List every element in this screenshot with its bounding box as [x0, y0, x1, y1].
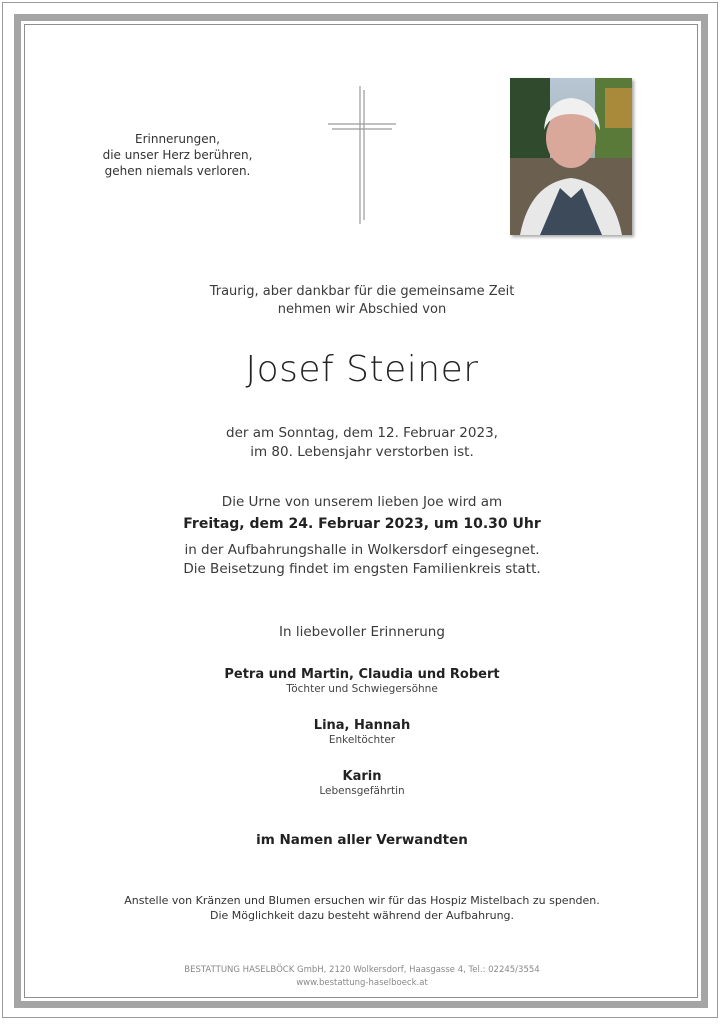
footer: [0, 964, 724, 990]
deceased-name: Josef Steiner: [245, 349, 479, 390]
relatives-text: im Namen aller Verwandten: [256, 832, 468, 848]
cross-icon: [326, 84, 398, 226]
family-entry: [0, 768, 724, 798]
family-entry: [0, 666, 724, 696]
family-entry: [0, 717, 724, 747]
family-relation: Lebensgefährtin: [319, 785, 405, 797]
intro-line: Traurig, aber dankbar für die gemeinsame Zeit: [209, 284, 515, 299]
intro-text: [0, 283, 724, 319]
footer-website[interactable]: www.bestattung-haselboeck.at: [296, 978, 428, 988]
family-names: Petra und Martin, Claudia und Robert: [224, 667, 500, 682]
family-relation: Töchter und Schwiegersöhne: [286, 683, 438, 695]
death-line: der am Sonntag, dem 12. Februar 2023,: [226, 425, 498, 441]
poem-line: gehen niemals verloren.: [104, 164, 251, 178]
poem-line: die unser Herz berühren,: [102, 148, 253, 162]
ceremony-line: Die Beisetzung findet im engsten Familienkreis statt.: [183, 560, 541, 577]
ceremony-intro: Die Urne von unserem lieben Joe wird am: [221, 494, 503, 510]
ceremony-date: Freitag, dem 24. Februar 2023, um 10.30 Uhr: [183, 516, 541, 532]
memory-text: In liebevoller Erinnerung: [279, 624, 445, 640]
ceremony-place: [0, 541, 724, 578]
donation-line: Anstelle von Kränzen und Blumen ersuchen wir für das Hospiz Mistelbach zu spenden.: [124, 894, 600, 907]
portrait-image: [510, 78, 632, 235]
family-names: Karin: [342, 769, 382, 784]
family-relation: Enkeltöchter: [328, 734, 396, 746]
poem: [90, 131, 265, 179]
intro-line: nehmen wir Abschied von: [277, 302, 447, 317]
ceremony-line: in der Aufbahrungshalle in Wolkersdorf eingesegnet.: [184, 542, 540, 558]
donation-note: [0, 893, 724, 923]
footer-company: BESTATTUNG HASELBÖCK GmbH, 2120 Wolkersdorf, Haasgasse 4, Tel.: 02245/3554: [184, 965, 540, 975]
poem-line: Erinnerungen,: [134, 132, 220, 146]
death-notice: [0, 424, 724, 461]
portrait-photo: [510, 78, 632, 235]
donation-line: Die Möglichkeit dazu besteht während der Aufbahrung.: [209, 909, 515, 922]
family-names: Lina, Hannah: [313, 718, 411, 733]
death-line: im 80. Lebensjahr verstorben ist.: [250, 443, 474, 460]
